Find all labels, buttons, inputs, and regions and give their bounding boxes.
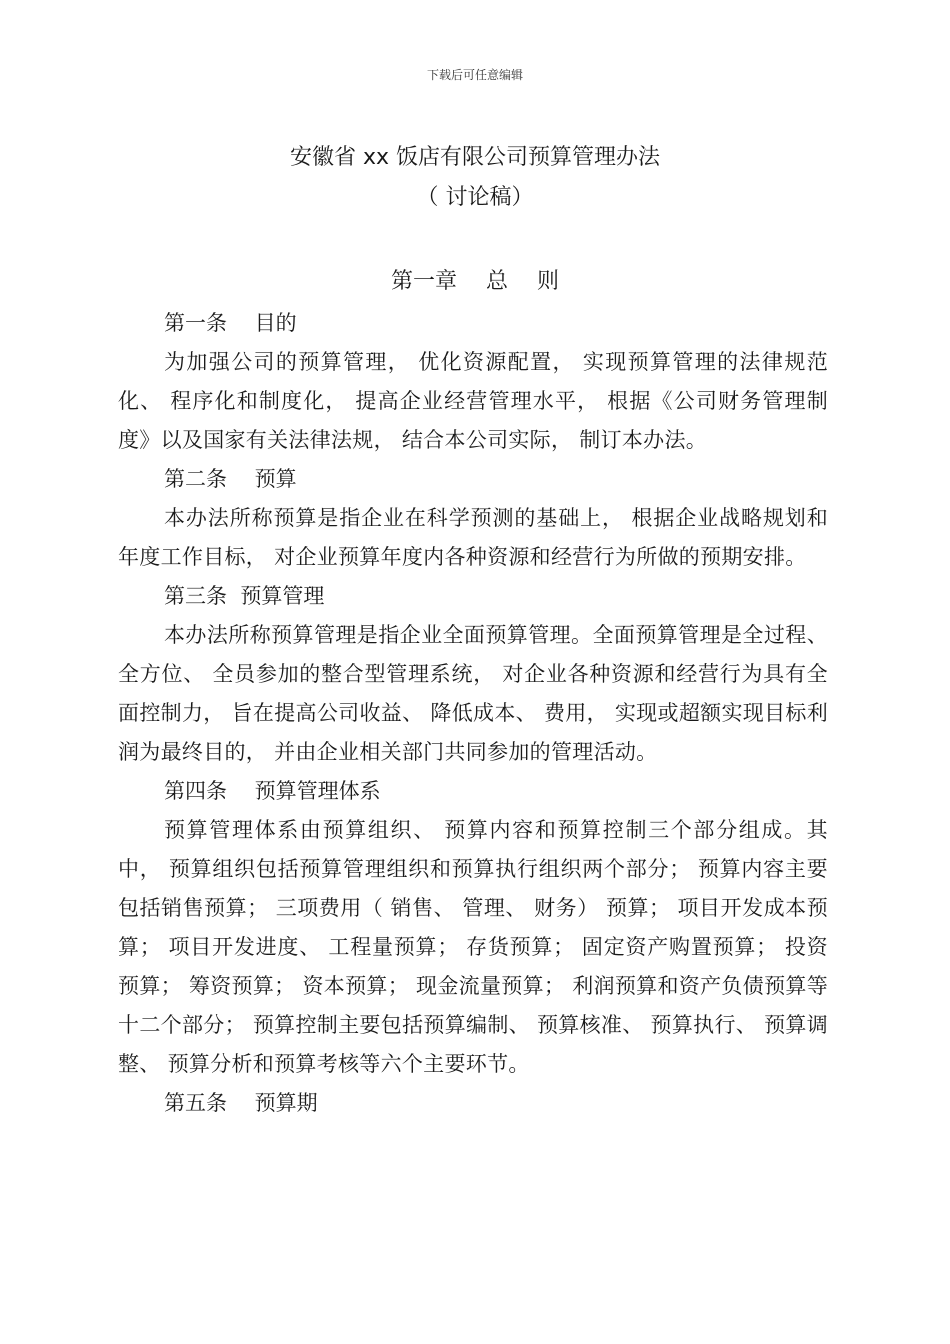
chapter-heading: 第一章 总 则: [391, 269, 559, 294]
article-2-body: 本办法所称预算是指企业在科学预测的基础上， 根据企业战略规划和年度工作目标， 对企业预算年度内各种资源和经营行为所做的预期安排。: [118, 506, 828, 569]
article-2-heading: 第二条 预算: [164, 467, 297, 491]
article-5-heading: 第五条 预算期: [164, 1091, 318, 1115]
document-body: [118, 304, 828, 1123]
header-note: 下载后可任意编辑: [426, 68, 523, 82]
document-title: 安徽省 xx 饭店有限公司预算管理办法: [289, 145, 661, 170]
article-3-heading: 第三条 预算管理: [164, 584, 325, 608]
article-1-body: 为加强公司的预算管理， 优化资源配置， 实现预算管理的法律规范化、 程序化和制度化， 提高企业经营管理水平， 根据《公司财务管理制度》以及国家有关法律法规， 结合本公司实际， 制订本办法。: [118, 350, 828, 452]
article-1-heading: 第一条 目的: [164, 311, 297, 335]
article-3-body: 本办法所称预算管理是指企业全面预算管理。全面预算管理是全过程、 全方位、 全员参加的整合型管理系统， 对企业各种资源和经营行为具有全面控制力， 旨在提高公司收益、 降低成本、 费用， 实现或超额实现目标利润为最终目的， 并由企业相关部门共同参加的管理活动。: [118, 623, 828, 764]
article-4-heading: 第四条 预算管理体系: [164, 779, 381, 803]
article-4-body: 预算管理体系由预算组织、 预算内容和预算控制三个部分组成。其中， 预算组织包括预算管理组织和预算执行组织两个部分； 预算内容主要包括销售预算； 三项费用（ 销售、 管理、 财务） 预算； 项目开发成本预算； 项目开发进度、 工程量预算； 存货预算； 固定资产购置预算； 投资预算； 筹资预算； 资本预算； 现金流量预算； 利润预算和资产负债预算等十二个部分； 预算控制主要包括预算编制、 预算核准、 预算执行、 预算调整、 预算分析和预算考核等六个主要环节。: [118, 818, 828, 1076]
document-subtitle: （ 讨论稿）: [416, 185, 534, 210]
